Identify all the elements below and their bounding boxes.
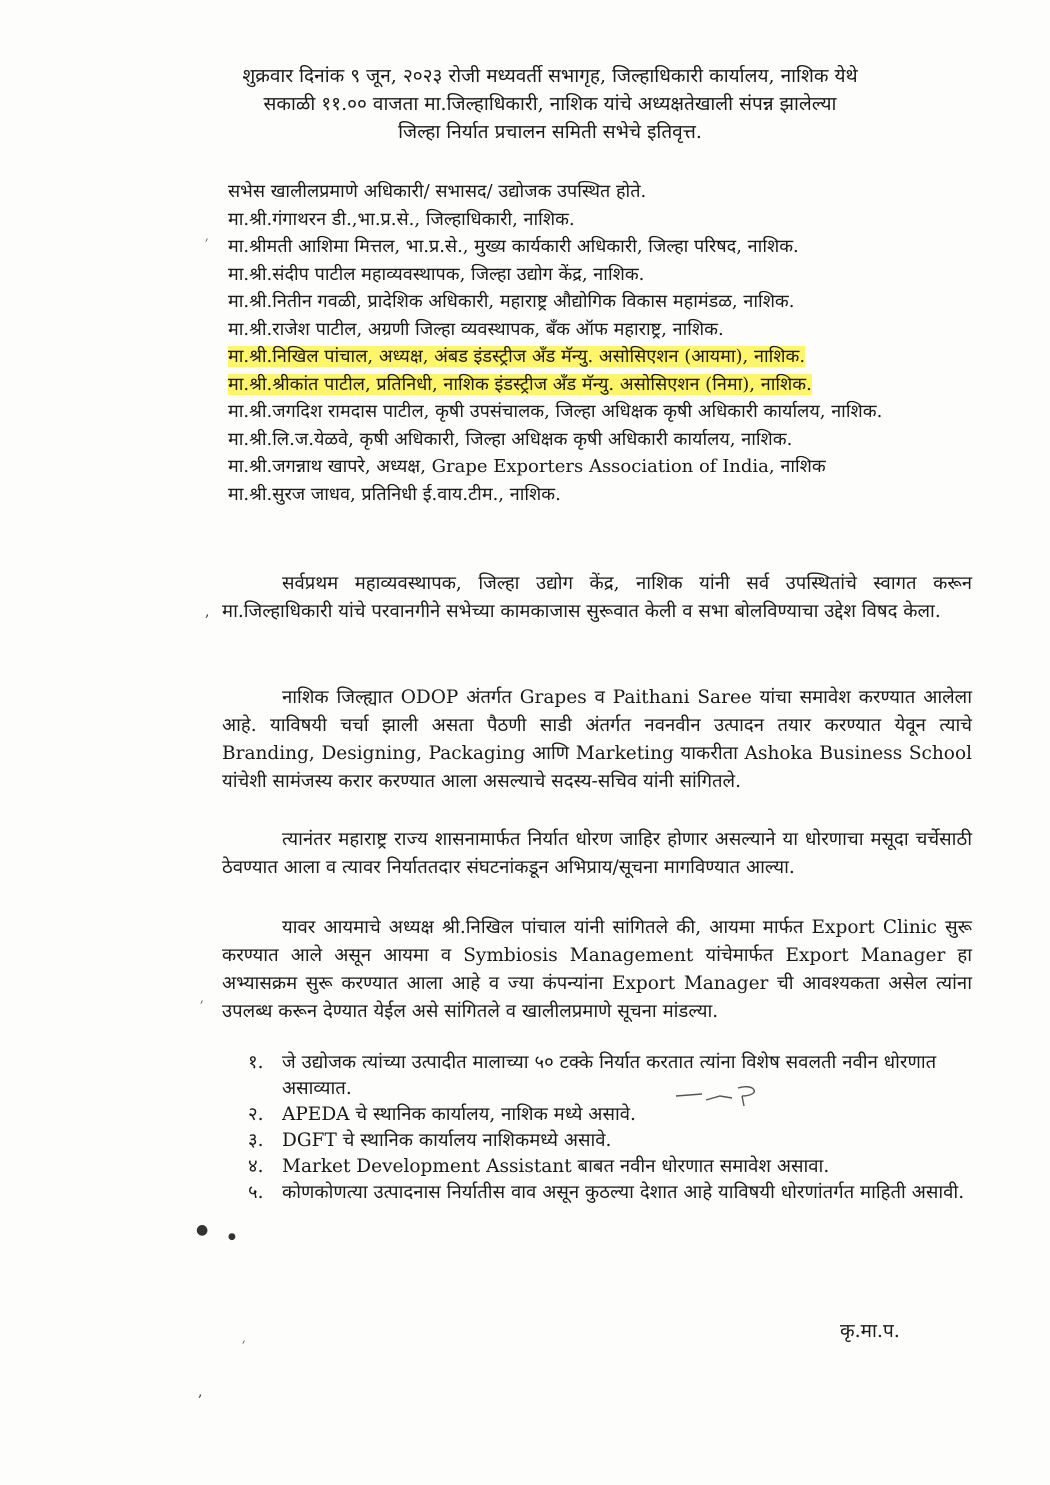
stray-tick-mark: ׳ <box>205 234 209 250</box>
attendee-item: मा.श्री.जगन्नाथ खापरे, अध्यक्ष, Grape Exporters Association of India, नाशिक <box>228 456 826 477</box>
paragraph-odop <box>222 684 972 796</box>
list-item-text: APEDA चे स्थानिक कार्यालय, नाशिक मध्ये असावे. <box>282 1104 636 1125</box>
list-item <box>248 1128 973 1154</box>
attendee-item-highlighted: मा.श्री.श्रीकांत पाटील, प्रतिनिधी, नाशिक इंडस्ट्रीज अँड मॅन्यु. असोसिएशन (निमा), नाशिक. <box>228 373 812 395</box>
attendee-item: मा.श्री.संदीप पाटील महाव्यवस्थापक, जिल्हा उद्योग केंद्र, नाशिक. <box>228 263 645 285</box>
list-item-number: ५. <box>248 1182 264 1203</box>
paragraph-export-policy <box>222 826 972 882</box>
paragraph-odop-text: नाशिक जिल्ह्यात ODOP अंतर्गत Grapes व Paithani Saree यांचा समावेश करण्यात आलेला आहे. याविषयी चर्चा झाली असता पैठणी साडी अंतर्गत नवनवीन उत्पादन तयार करण्यात येवून त्याचे Branding, Designing, Packaging आणि Marketing याकरीता Ashoka Business School यांचेशी सामंजस्य करार करण्यात आला असल्याचे सदस्य-सचिव यांनी सांगितले. <box>222 687 972 792</box>
list-item <box>248 1050 973 1102</box>
closing-pto-note: कृ.मा.प. <box>840 1320 900 1342</box>
attendee-item: मा.श्रीमती आशिमा मित्तल, भा.प्र.से., मुख्य कार्यकारी अधिकारी, जिल्हा परिषद, नाशिक. <box>228 236 799 257</box>
stray-dot-mark: ● <box>196 1222 209 1238</box>
suggestion-list <box>248 1050 973 1206</box>
paragraph-export-policy-text: त्यानंतर महाराष्ट्र राज्य शासनामार्फत निर्यात धोरण जाहिर होणार असल्याने या धोरणाचा मसूदा चर्चेसाठी ठेवण्यात आला व त्यावर निर्याततदार संघटनांकडून अभिप्राय/सूचना मागविण्यात आल्या. <box>222 829 972 878</box>
list-item-number: १. <box>248 1052 264 1073</box>
list-item-text: जे उद्योजक त्यांच्या उत्पादीत मालाच्या ५० टक्के निर्यात करतात त्यांना विशेष सवलती नवीन धोरणात असाव्यात. <box>282 1052 937 1099</box>
attendee-item: मा.श्री.राजेश पाटील, अग्रणी जिल्हा व्यवस्थापक, बँक ऑफ महाराष्ट्र, नाशिक. <box>228 318 724 340</box>
attendee-item-highlighted: मा.श्री.निखिल पांचाल, अध्यक्ष, अंबड इंडस्ट्रीज अँड मॅन्यु. असोसिएशन (आयमा), नाशिक. <box>228 346 806 367</box>
paragraph-aima-text: यावर आयमाचे अध्यक्ष श्री.निखिल पांचाल यांनी सांगितले की, आयमा मार्फत Export Clinic सुरू करण्यात आले असून आयमा व Symbiosis Management यांचेमार्फत Export Manager हा अभ्यासक्रम सुरू करण्यात आला आहे व ज्या कंपन्यांना Export Manager ची आवश्यकता असेल त्यांना उपलब्ध करून देण्यात येईल असे सांगितले व खालीलप्रमाणे सूचना मांडल्या. <box>222 917 972 1022</box>
attendee-item: मा.श्री.सुरज जाधव, प्रतिनिधी ई.वाय.टीम., नाशिक. <box>228 483 561 505</box>
list-item-text: Market Development Assistant बाबत नवीन धोरणात समावेश असावा. <box>282 1156 830 1177</box>
list-item <box>248 1102 973 1128</box>
meeting-title <box>150 62 950 146</box>
title-line-1: शुक्रवार दिनांक ९ जून, २०२३ रोजी मध्यवर्ती सभागृह, जिल्हाधिकारी कार्यालय, नाशिक येथे <box>242 65 858 87</box>
stray-tick-mark: , <box>205 604 210 620</box>
attendee-item: मा.श्री.जगदिश रामदास पाटील, कृषी उपसंचालक, जिल्हा अधिक्षक कृषी अधिकारी कार्यालय, नाशिक. <box>228 401 883 422</box>
stray-dot-mark: ● <box>228 1232 236 1242</box>
list-item <box>248 1154 973 1180</box>
list-item <box>248 1180 973 1206</box>
title-line-3: जिल्हा निर्यात प्रचालन समिती सभेचे इतिवृत्त. <box>398 121 702 143</box>
list-item-number: ४. <box>248 1156 264 1177</box>
paragraph-welcome-text: सर्वप्रथम महाव्यवस्थापक, जिल्हा उद्योग केंद्र, नाशिक यांनी सर्व उपस्थितांचे स्वागत करून मा.जिल्हाधिकारी यांचे परवानगीने सभेच्या कामकाजास सुरूवात केली व सभा बोलविण्याचा उद्देश विषद केला. <box>222 573 972 622</box>
attendee-intro: सभेस खालीलप्रमाणे अधिकारी/ सभासद/ उद्योजक उपस्थित होते. <box>228 181 647 202</box>
stray-tick-mark: ׳ <box>242 1336 246 1352</box>
pen-scribble-mark <box>672 1082 764 1108</box>
list-item-text: DGFT चे स्थानिक कार्यालय नाशिकमध्ये असावे. <box>282 1130 612 1151</box>
paragraph-welcome <box>222 570 972 626</box>
attendee-item: मा.श्री.लि.ज.येळवे, कृषी अधिकारी, जिल्हा अधिक्षक कृषी अधिकारी कार्यालय, नाशिक. <box>228 428 793 450</box>
attendee-list <box>228 178 988 508</box>
stray-tick-mark: , <box>198 1384 203 1400</box>
stray-tick-mark: ׳ <box>200 996 204 1012</box>
title-line-2: सकाळी ११.०० वाजता मा.जिल्हाधिकारी, नाशिक यांचे अध्यक्षतेखाली संपन्न झालेल्या <box>263 93 837 115</box>
list-item-text: कोणकोणत्या उत्पादनास निर्यातीस वाव असून कुठल्या देशात आहे याविषयी धोरणांतर्गत माहिती असावी. <box>282 1182 965 1203</box>
list-item-number: ३. <box>248 1130 264 1151</box>
list-item-number: २. <box>248 1104 264 1125</box>
paragraph-aima <box>222 914 972 1026</box>
attendee-item: मा.श्री.गंगाथरन डी.,भा.प्र.से., जिल्हाधिकारी, नाशिक. <box>228 208 575 230</box>
attendee-item: मा.श्री.नितीन गवळी, प्रादेशिक अधिकारी, महाराष्ट्र औद्योगिक विकास महामंडळ, नाशिक. <box>228 291 795 312</box>
